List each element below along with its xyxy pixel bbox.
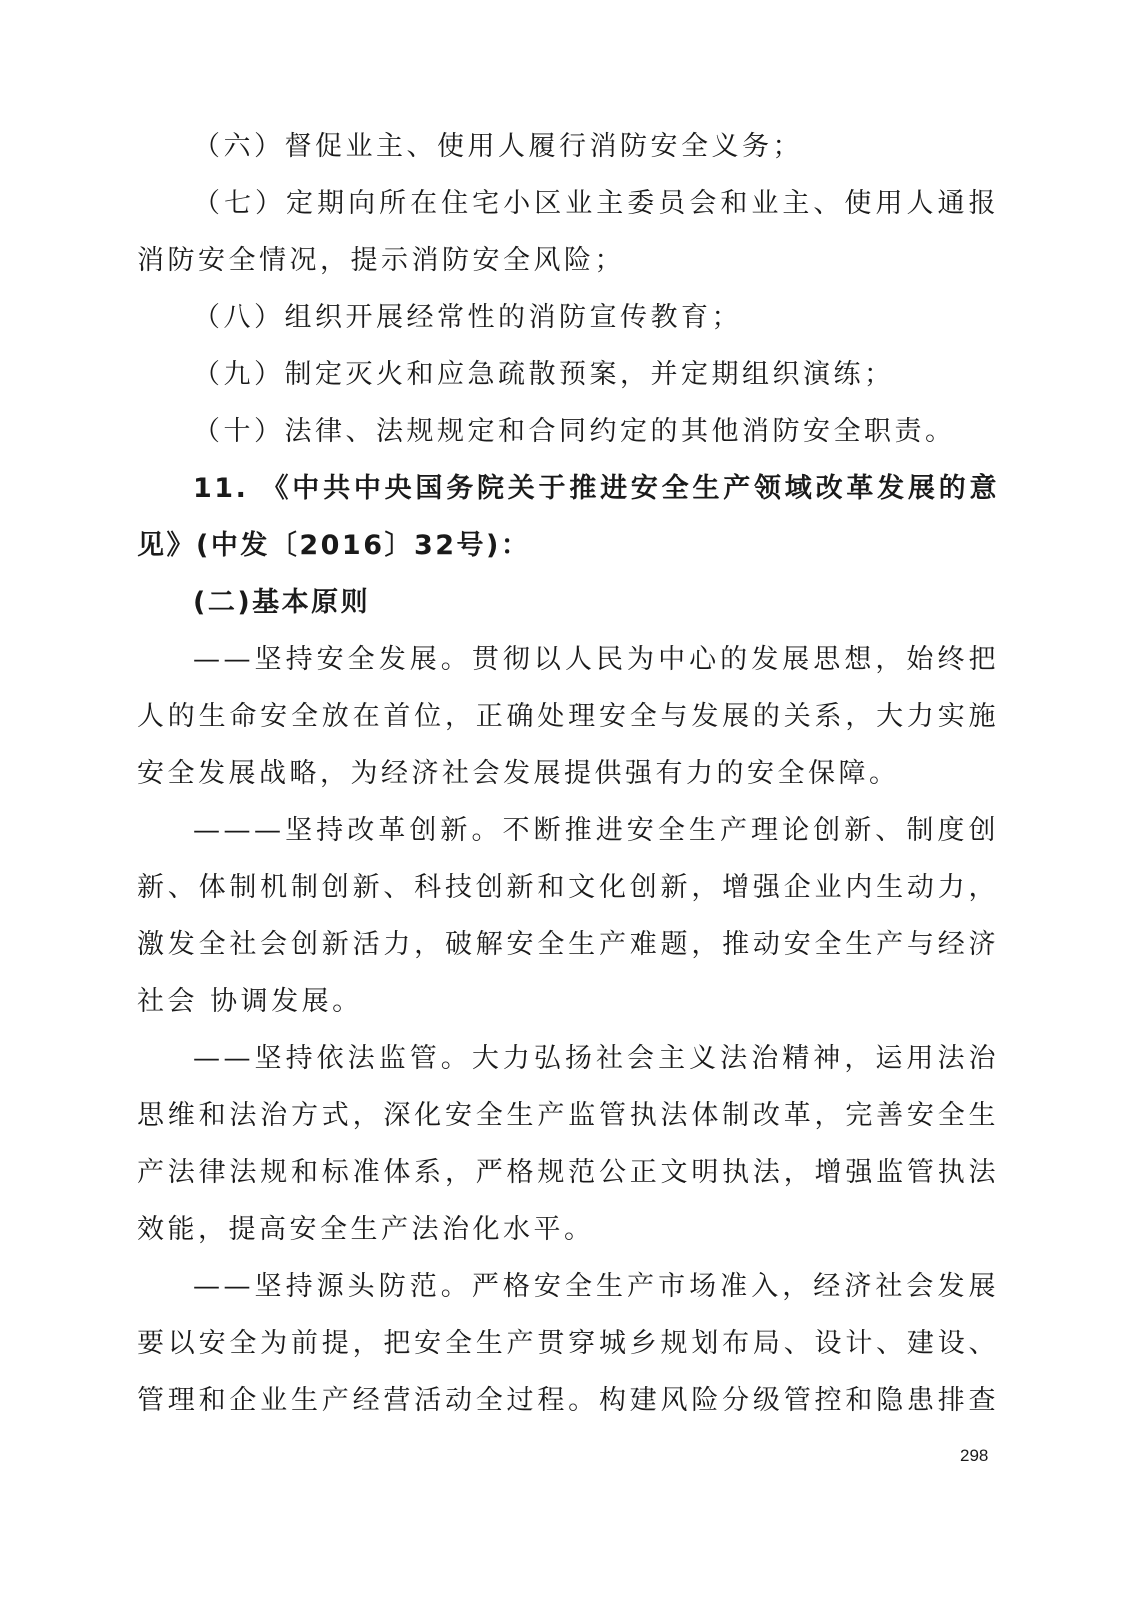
- text-line: 消防安全情况，提示消防安全风险；: [137, 245, 625, 276]
- text-line: 思维和法治方式，深化安全生产监管执法体制改革，完善安全生: [137, 1100, 999, 1131]
- document-body: [137, 118, 999, 1429]
- page-number: 298: [960, 1446, 989, 1465]
- text-line: 要以安全为前提，把安全生产贯穿城乡规划布局、设计、建设、: [137, 1328, 999, 1359]
- text-line: 安全发展战略，为经济社会发展提供强有力的安全保障。: [137, 758, 900, 789]
- text-line: ———坚持改革创新。不断推进安全生产理论创新、制度创: [193, 815, 999, 846]
- text-line: ——坚持依法监管。大力弘扬社会主义法治精神，运用法治: [193, 1043, 999, 1074]
- text-line: 管理和企业生产经营活动全过程。构建风险分级管控和隐患排查: [137, 1385, 999, 1416]
- text-line: ——坚持安全发展。贯彻以人民为中心的发展思想，始终把: [193, 644, 999, 675]
- text-line: （六）督促业主、使用人履行消防安全义务；: [193, 131, 803, 162]
- text-line: （八）组织开展经常性的消防宣传教育；: [193, 302, 742, 333]
- text-line: 人的生命安全放在首位，正确处理安全与发展的关系，大力实施: [137, 701, 999, 732]
- text-line: （九）制定灭火和应急疏散预案，并定期组织演练；: [193, 359, 895, 390]
- section-heading: 见》(中发〔2016〕32号)：: [137, 530, 531, 561]
- text-line: ——坚持源头防范。严格安全生产市场准入，经济社会发展: [193, 1271, 999, 1302]
- text-line: （十）法律、法规规定和合同约定的其他消防安全职责。: [193, 416, 956, 447]
- text-line: 产法律法规和标准体系，严格规范公正文明执法，增强监管执法: [137, 1157, 999, 1188]
- text-line: 新、体制机制创新、科技创新和文化创新，增强企业内生动力，: [137, 872, 999, 903]
- section-heading: 11. 《中共中央国务院关于推进安全生产领域改革发展的意: [193, 473, 999, 504]
- text-line: 社会 协调发展。: [137, 986, 363, 1017]
- subsection-heading: (二)基本原则: [193, 587, 371, 618]
- text-line: 激发全社会创新活力，破解安全生产难题，推动安全生产与经济: [137, 929, 999, 960]
- text-line: 效能，提高安全生产法治化水平。: [137, 1214, 595, 1245]
- text-line: （七）定期向所在住宅小区业主委员会和业主、使用人通报: [193, 188, 999, 219]
